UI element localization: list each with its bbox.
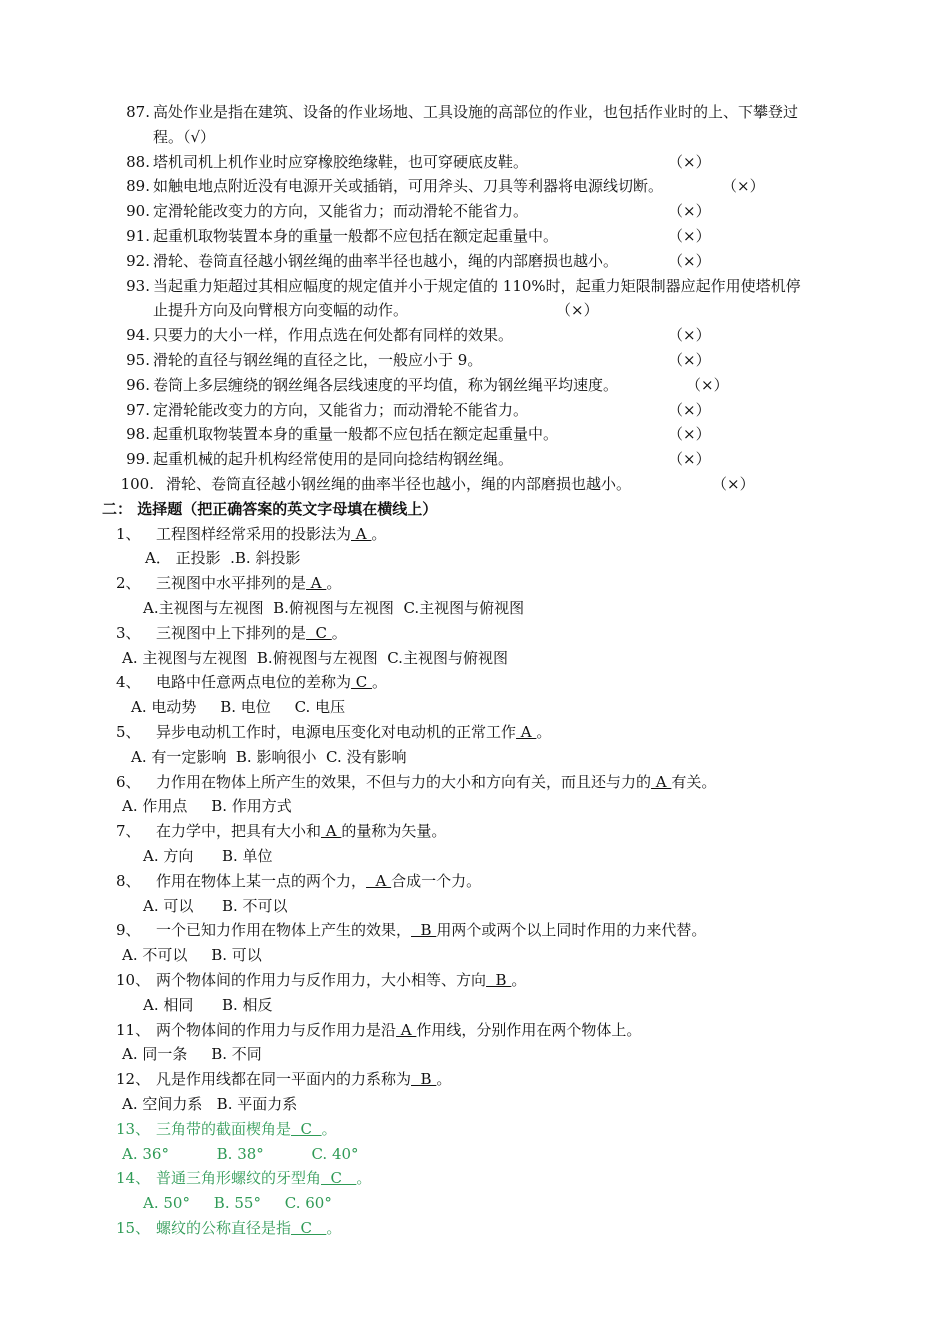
question-number: 12、: [116, 1070, 151, 1089]
question-text: 起重机械的起升机构经常使用的是同向捻结构钢丝绳。: [153, 450, 514, 469]
answer-blank: C: [291, 1119, 322, 1138]
question-text-tail: 。: [511, 971, 527, 989]
answer-options: A. 电动势 B. 电位 C. 电压: [131, 698, 346, 717]
question-text-tail: 。: [371, 524, 387, 543]
choice-question: [116, 821, 446, 843]
answer-mark: （×）: [668, 400, 711, 419]
answer-mark: （×）: [668, 326, 711, 345]
question-text: 三角带的截面楔角是: [156, 1119, 292, 1138]
choice-question: [116, 1218, 341, 1240]
answer-options: A.主视图与左视图 B.俯视图与左视图 C.主视图与俯视图: [143, 599, 525, 617]
choice-question: [116, 623, 347, 645]
answer-mark: （×）: [668, 251, 711, 270]
question-text: 定滑轮能改变力的方向，又能省力；而动滑轮不能省力。: [153, 400, 529, 419]
choice-question: [116, 871, 481, 893]
question-text-tail: 作用线，分别作用在两个物体上。: [416, 1020, 642, 1039]
question-text: 三视图中上下排列的是: [156, 623, 307, 642]
answer-blank: C: [351, 673, 373, 692]
answer-blank: C: [291, 1219, 327, 1237]
question-text: 如触电地点附近没有电源开关或插销，可用斧头、刀具等利器将电源线切断。: [153, 177, 664, 196]
answer-blank: B: [486, 971, 512, 989]
answer-mark: （×）: [668, 425, 711, 444]
answer-mark: （×）: [668, 202, 711, 221]
question-text: 凡是作用线都在同一平面内的力系称为: [156, 1070, 412, 1089]
answer-options: A. 空间力系 B. 平面力系: [122, 1095, 298, 1113]
question-text: 当起重力矩超过其相应幅度的规定值并小于规定值的 110%时，起重力矩限制器应起作用使塔机停: [153, 276, 801, 295]
question-number: 87.: [126, 103, 150, 121]
answer-options: A. 方向 B. 单位: [143, 847, 273, 865]
question-number: 6、: [116, 772, 141, 791]
answer-blank: A: [351, 524, 372, 543]
question-number: 92.: [126, 251, 150, 270]
answer-options: A. 相同 B. 相反: [143, 995, 273, 1014]
question-text-tail: 。: [321, 1119, 337, 1138]
question-number: 97.: [126, 400, 150, 419]
choice-question: [116, 722, 551, 744]
question-text-tail: 的量称为矢量。: [341, 822, 447, 841]
question-text: 普通三角形螺纹的牙型角: [156, 1169, 322, 1188]
answer-blank: A: [516, 723, 537, 741]
answer-blank: B: [411, 921, 437, 940]
choice-question: [116, 1020, 641, 1042]
answer-mark: （×）: [668, 450, 711, 469]
answer-options: A. 主视图与左视图 B.俯视图与左视图 C.主视图与俯视图: [122, 648, 508, 667]
question-text-tail: 合成一个力。: [391, 871, 482, 890]
question-text: 程。（√）: [153, 127, 216, 146]
question-text: 一个已知力作用在物体上产生的效果，: [156, 921, 412, 940]
question-text: 异步电动机工作时，电源电压变化对电动机的正常工作: [156, 723, 517, 741]
answer-mark: （×）: [722, 177, 765, 196]
question-number: 88.: [126, 152, 150, 171]
question-text: 滑轮、卷筒直径越小钢丝绳的曲率半径也越小，绳的内部磨损也越小。: [166, 475, 632, 493]
choice-question: [116, 524, 386, 546]
question-text: 三视图中水平排列的是: [156, 574, 307, 593]
answer-blank: A: [396, 1020, 417, 1039]
choice-question: [116, 1168, 371, 1190]
answer-blank: B: [411, 1070, 437, 1089]
question-number: 15、: [116, 1219, 151, 1237]
section-title: 二： 选择题（把正确答案的英文字母填在横线上）: [102, 499, 438, 518]
question-text: 滑轮、卷筒直径越小钢丝绳的曲率半径也越小，绳的内部磨损也越小。: [153, 251, 619, 270]
choice-question: [116, 672, 387, 694]
question-text-tail: 。: [326, 1219, 342, 1237]
question-number: 91.: [126, 227, 150, 245]
question-text-tail: 用两个或两个以上同时作用的力来代替。: [436, 921, 707, 940]
answer-blank: A: [321, 822, 342, 841]
answer-mark: （×）: [712, 475, 755, 493]
question-text: 高处作业是指在建筑、设备的作业场地、工具设施的高部位的作业，也包括作业时的上、下攀登过: [153, 103, 799, 121]
question-text: 电路中任意两点电位的差称为: [156, 673, 352, 692]
answer-mark: （×）: [556, 301, 599, 320]
question-number: 5、: [116, 723, 141, 741]
question-text-tail: 。: [331, 623, 347, 642]
answer-mark: （×）: [686, 375, 729, 394]
question-number: 3、: [116, 623, 141, 642]
answer-options: A． 正投影 .B. 斜投影: [145, 549, 301, 568]
answer-mark: （×）: [668, 152, 711, 171]
question-number: 10、: [116, 971, 151, 989]
answer-blank: A: [366, 871, 392, 890]
question-number: 1、: [116, 524, 141, 543]
question-number: 9、: [116, 921, 141, 940]
answer-options: A. 不可以 B. 可以: [122, 946, 262, 965]
answer-mark: （×）: [668, 227, 711, 245]
question-text: 作用在物体上某一点的两个力，: [156, 871, 367, 890]
question-text: 止提升方向及向臂根方向变幅的动作。: [153, 301, 409, 320]
question-text-tail: 。: [326, 574, 342, 593]
question-number: 96.: [126, 375, 150, 394]
question-number: 94.: [126, 326, 150, 345]
answer-options: A. 可以 B. 不可以: [143, 896, 288, 915]
question-number: 89.: [126, 177, 150, 196]
answer-blank: A: [306, 574, 327, 593]
answer-blank: C: [321, 1169, 357, 1188]
question-text-tail: 。: [436, 1070, 452, 1089]
answer-blank: C: [306, 623, 332, 642]
answer-options: A. 同一条 B. 不同: [122, 1045, 262, 1064]
question-number: 93.: [126, 276, 150, 295]
answer-mark: （×）: [668, 351, 711, 369]
answer-options: A. 作用点 B. 作用方式: [122, 797, 292, 816]
question-text: 起重机取物装置本身的重量一般都不应包括在额定起重量中。: [153, 227, 559, 245]
answer-options: A. 36° B. 38° C. 40°: [122, 1144, 359, 1163]
question-text: 塔机司机上机作业时应穿橡胶绝缘鞋，也可穿硬底皮鞋。: [153, 152, 529, 171]
answer-blank: A: [651, 772, 672, 791]
question-number: 95.: [126, 351, 150, 369]
question-text: 卷筒上多层缠绕的钢丝绳各层线速度的平均值，称为钢丝绳平均速度。: [153, 375, 619, 394]
choice-question: [116, 1119, 337, 1141]
question-number: 98.: [126, 425, 150, 444]
question-text-tail: 。: [356, 1169, 372, 1188]
question-text: 力作用在物体上所产生的效果，不但与力的大小和方向有关，而且还与力的: [156, 772, 652, 791]
question-text: 螺纹的公称直径是指: [156, 1219, 292, 1237]
choice-question: [116, 573, 341, 595]
question-number: 99.: [126, 450, 150, 469]
question-number: 4、: [116, 673, 141, 692]
question-number: 7、: [116, 822, 141, 841]
choice-question: [116, 920, 706, 942]
question-text: 在力学中，把具有大小和: [156, 822, 322, 841]
question-text: 只要力的大小一样，作用点选在何处都有同样的效果。: [153, 326, 514, 345]
question-text: 定滑轮能改变力的方向，又能省力；而动滑轮不能省力。: [153, 202, 529, 221]
question-number: 11、: [116, 1020, 151, 1039]
question-text-tail: 。: [372, 673, 388, 692]
answer-options: A. 50° B. 55° C. 60°: [143, 1194, 332, 1213]
question-text: 两个物体间的作用力与反作用力是沿: [156, 1020, 397, 1039]
question-number: 90.: [126, 202, 150, 221]
question-text: 工程图样经常采用的投影法为: [156, 524, 352, 543]
question-number: 100.: [120, 475, 154, 493]
choice-question: [116, 970, 526, 992]
question-text: 滑轮的直径与钢丝绳的直径之比，一般应小于 9。: [153, 351, 483, 369]
question-number: 13、: [116, 1119, 151, 1138]
question-number: 14、: [116, 1169, 151, 1188]
question-number: 2、: [116, 574, 141, 593]
answer-options: A. 有一定影响 B. 影响很小 C. 没有影响: [131, 747, 407, 766]
choice-question: [116, 1069, 451, 1091]
question-number: 8、: [116, 871, 141, 890]
question-text-tail: 。: [536, 723, 552, 741]
question-text: 起重机取物装置本身的重量一般都不应包括在额定起重量中。: [153, 425, 559, 444]
question-text-tail: 有关。: [671, 772, 717, 791]
choice-question: [116, 772, 716, 794]
question-text: 两个物体间的作用力与反作用力，大小相等、方向: [156, 971, 487, 989]
